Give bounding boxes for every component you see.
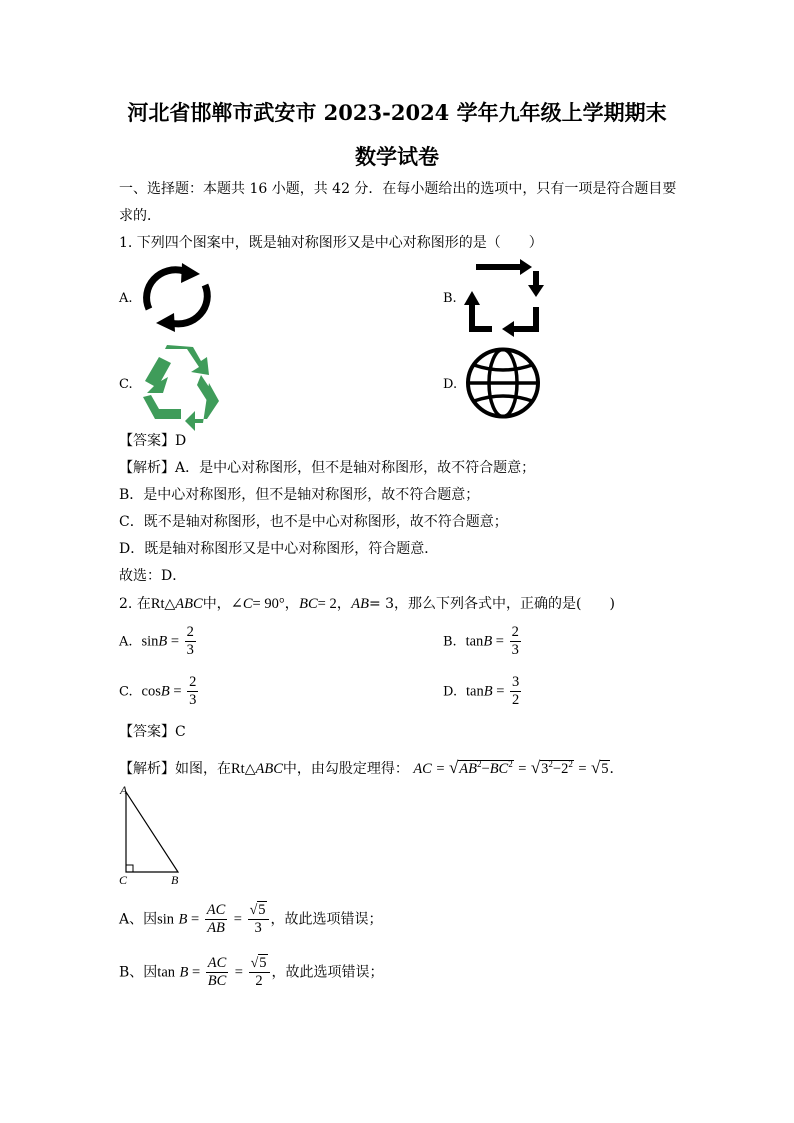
triangle-vertex-c: C bbox=[119, 873, 128, 887]
q1-analysis-4: D．既是轴对称图形又是中心对称图形，符合题意． bbox=[119, 541, 439, 557]
page-title: 河北省邯郸市武安市 2023-2024 学年九年级上学期期末 bbox=[127, 100, 667, 125]
section-heading-line1: 一、选择题：本题共 16 小题，共 42 分．在每小题给出的选项中，只有一项是符合题目要 bbox=[119, 181, 677, 197]
q1-option-b-label: B. bbox=[443, 291, 457, 306]
q1-option-c-label: C. bbox=[119, 377, 133, 392]
q2-analysis-line-a: A、因sin B = $\frac{AC}{AB}$ = $\frac{√5}{3}$ ，故此选项错误； bbox=[119, 902, 383, 936]
q1-answer: 【答案】D bbox=[119, 433, 187, 449]
q2-stem: 2. 在Rt△ABC中，∠C= 90°，BC= 2，AB= 3，那么下列各式中，正确的是( ) bbox=[119, 596, 615, 612]
q2-option-b: B. tanB = $\frac{2}{3}$ bbox=[443, 624, 519, 658]
section-heading-line2: 求的． bbox=[119, 208, 161, 224]
q2-analysis-line-b: B、因tan B = $\frac{AC}{BC}$ = $\frac{√5}{2}$ ，故此选项错误； bbox=[119, 955, 384, 989]
globe-icon bbox=[465, 347, 541, 419]
q1-analysis-1: 【解析】A．是中心对称图形，但不是轴对称图形，故不符合题意； bbox=[119, 460, 536, 476]
recycle-icon bbox=[141, 345, 221, 421]
q1-option-a-label: A. bbox=[119, 291, 133, 306]
q1-stem: 1. 下列四个图案中，既是轴对称图形又是中心对称图形的是（ ） bbox=[119, 235, 543, 251]
q1-analysis-3: C．既不是轴对称图形，也不是中心对称图形，故不符合题意； bbox=[119, 514, 508, 530]
q2-option-c: C. cosB = $\frac{2}{3}$ bbox=[119, 674, 197, 708]
square-arrows-icon bbox=[468, 263, 544, 333]
q1-conclusion: 故选：D． bbox=[119, 568, 187, 584]
triangle-vertex-b: B bbox=[171, 873, 179, 887]
q1-analysis-2: B．是中心对称图形，但不是轴对称图形，故不符合题意； bbox=[119, 487, 480, 503]
q1-option-d-label: D. bbox=[443, 377, 458, 392]
circular-arrows-icon bbox=[138, 263, 218, 333]
q2-option-a: A. sinB = $\frac{2}{3}$ bbox=[119, 624, 194, 658]
page-subtitle: 数学试卷 bbox=[355, 144, 439, 169]
q2-analysis-formula: 【解析】如图，在Rt△ABC中，由勾股定理得： AC = $√AB^2-BC^2 = √3^2-2^2 = √5$． bbox=[119, 757, 624, 777]
triangle-vertex-a: A bbox=[120, 783, 128, 797]
q2-option-d: D. tanB = $\frac{3}{2}$ bbox=[443, 674, 520, 708]
q2-answer: 【答案】C bbox=[119, 724, 186, 740]
